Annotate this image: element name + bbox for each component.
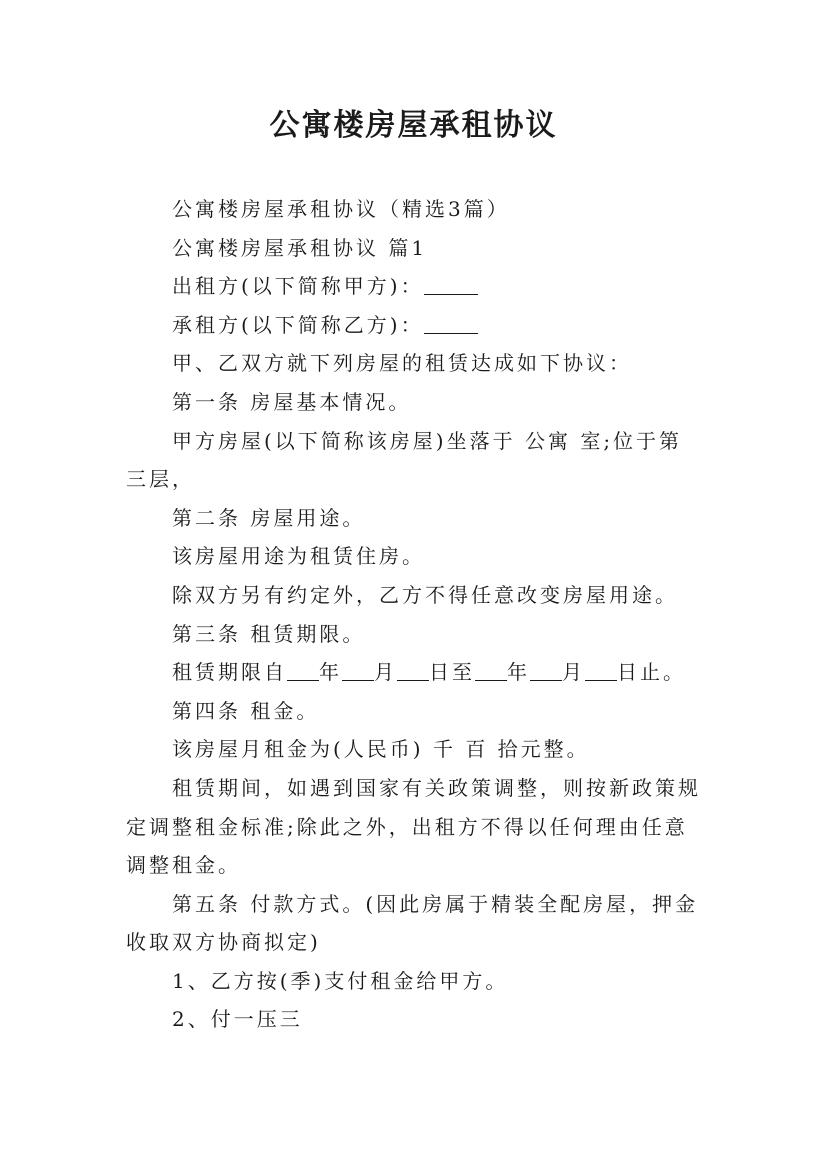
article-4-rent-amount: 该房屋月租金为(人民币) 千 百 拾元整。 xyxy=(172,737,590,762)
term-end-year-label: 年 xyxy=(507,660,530,685)
article-3-heading: 第三条 租赁期限。 xyxy=(172,621,366,646)
article-3-term-line xyxy=(126,653,704,692)
article-2-heading: 第二条 房屋用途。 xyxy=(172,505,366,530)
term-to-label: 日至 xyxy=(429,660,475,685)
term-month-label: 月 xyxy=(374,660,397,685)
lessee-label: 承租方(以下简称乙方)： xyxy=(172,312,424,337)
lessor-blank xyxy=(424,274,478,295)
start-year-blank xyxy=(287,660,319,681)
article-2-text-2: 除双方另有约定外，乙方不得任意改变房屋用途。 xyxy=(172,582,678,607)
term-year-label: 年 xyxy=(319,660,342,685)
article-5-item-2: 2、付一压三 xyxy=(172,1007,303,1032)
paragraph-part-heading: 公寓楼房屋承租协议 篇1 xyxy=(172,235,428,260)
article-5-item-1: 1、乙方按(季)支付租金给甲方。 xyxy=(172,968,509,993)
end-year-blank xyxy=(475,660,507,681)
end-month-blank xyxy=(530,660,562,681)
article-2-text-1: 该房屋用途为租赁住房。 xyxy=(172,544,425,569)
paragraph-lessee xyxy=(126,306,704,345)
article-5-heading: 第五条 付款方式。(因此房属于精装全配房屋，押金收取双方协商拟定) xyxy=(126,891,699,955)
term-end-label: 日止。 xyxy=(617,660,686,685)
start-day-blank xyxy=(397,660,429,681)
paragraph-subtitle: 公寓楼房屋承租协议（精选3篇） xyxy=(172,197,510,221)
article-4-heading: 第四条 租金。 xyxy=(172,698,320,723)
paragraph-agreement-intro: 甲、乙双方就下列房屋的租赁达成如下协议： xyxy=(172,351,632,376)
document-title: 公寓楼房屋承租协议 xyxy=(269,108,558,143)
end-day-blank xyxy=(585,660,617,681)
article-1-heading: 第一条 房屋基本情况。 xyxy=(172,389,412,414)
term-end-month-label: 月 xyxy=(562,660,585,685)
lessee-blank xyxy=(424,313,478,334)
term-from-label: 租赁期限自 xyxy=(172,660,287,685)
start-month-blank xyxy=(342,660,374,681)
document-body xyxy=(126,190,704,1039)
article-1-text: 甲方房屋(以下简称该房屋)坐落于 公寓 室;位于第三层， xyxy=(126,428,683,492)
article-4-rent-adjustment: 租赁期间，如遇到国家有关政策调整，则按新政策规定调整租金标准;除此之外，出租方不得以任何理由任意调整租金。 xyxy=(126,775,701,878)
lessor-label: 出租方(以下简称甲方)： xyxy=(172,274,424,299)
paragraph-lessor xyxy=(126,267,704,306)
